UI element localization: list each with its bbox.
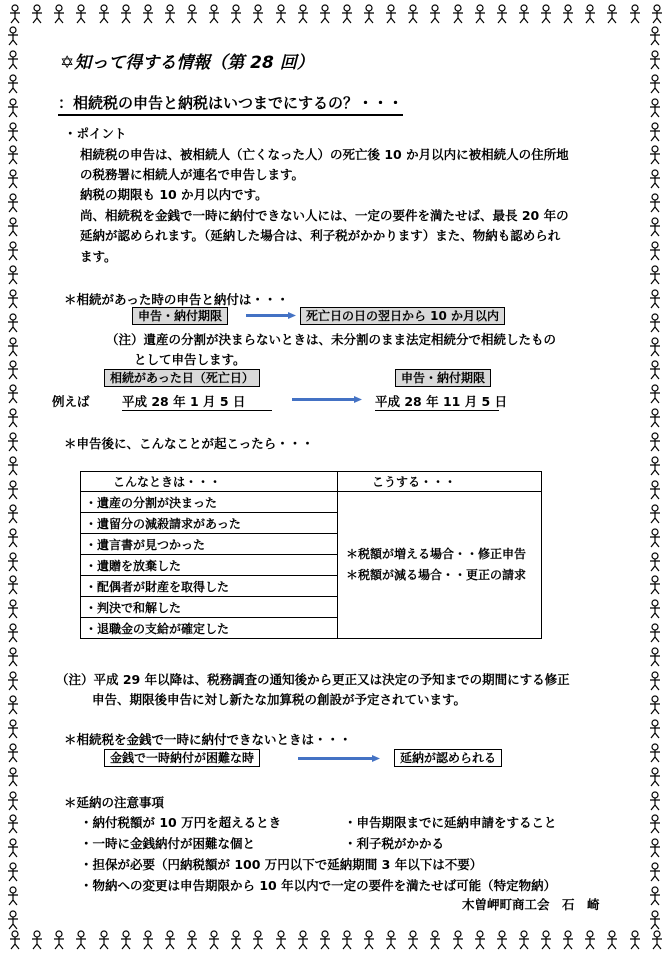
person-figure-icon <box>648 384 662 404</box>
person-figure-icon <box>30 4 44 24</box>
person-figure-icon <box>6 791 20 811</box>
page-subtitle: ：相続税の申告と納税はいつまでにするの？・・・ <box>58 92 403 116</box>
action-line: ＊税額が減る場合・・更正の請求 <box>346 568 527 582</box>
table-row: ・遺贈を放棄した <box>81 555 338 576</box>
point-line: の税務署に相続人が連名で申告します。 <box>80 167 305 182</box>
person-figure-icon <box>6 767 20 787</box>
deferral-condition: ・申告期限までに延納申請をすること <box>344 815 557 830</box>
inheritance-date-box: 相続があった日（死亡日） <box>104 369 260 387</box>
filing-deadline-box: 申告・納付期限 <box>132 307 228 325</box>
person-figure-icon <box>6 122 20 142</box>
person-figure-icon <box>648 122 662 142</box>
example-deadline-box: 申告・納付期限 <box>395 369 491 387</box>
person-figure-icon <box>648 432 662 452</box>
note2-line: 申告、期限後申告に対し新たな加算税の創設が予定されています。 <box>92 692 467 707</box>
person-figure-icon <box>473 4 487 24</box>
person-figure-icon <box>517 4 531 24</box>
person-figure-icon <box>561 930 575 950</box>
person-figure-icon <box>648 217 662 237</box>
section1-heading: ＊相続があった時の申告と納付は・・・ <box>64 292 289 307</box>
person-figure-icon <box>119 930 133 950</box>
decorative-border-bottom <box>8 930 664 952</box>
person-figure-icon <box>648 647 662 667</box>
right-arrow-icon <box>246 312 296 319</box>
person-figure-icon <box>97 930 111 950</box>
person-figure-icon <box>648 671 662 691</box>
person-figure-icon <box>229 4 243 24</box>
person-figure-icon <box>648 456 662 476</box>
person-figure-icon <box>648 814 662 834</box>
person-figure-icon <box>163 4 177 24</box>
person-figure-icon <box>648 719 662 739</box>
table-row: ・退職金の支給が確定した <box>81 618 338 639</box>
person-figure-icon <box>318 4 332 24</box>
person-figure-icon <box>8 4 22 24</box>
person-figure-icon <box>6 193 20 213</box>
person-figure-icon <box>648 743 662 763</box>
person-figure-icon <box>6 838 20 858</box>
person-figure-icon <box>8 930 22 950</box>
person-figure-icon <box>648 862 662 882</box>
person-figure-icon <box>6 552 20 572</box>
person-figure-icon <box>6 814 20 834</box>
person-figure-icon <box>251 930 265 950</box>
person-figure-icon <box>296 4 310 24</box>
example-label: 例えば <box>52 394 90 409</box>
person-figure-icon <box>6 26 20 46</box>
person-figure-icon <box>52 930 66 950</box>
person-figure-icon <box>6 313 20 333</box>
person-figure-icon <box>274 4 288 24</box>
person-figure-icon <box>648 241 662 261</box>
person-figure-icon <box>207 930 221 950</box>
person-figure-icon <box>6 50 20 70</box>
table-row: ・配偶者が財産を取得した <box>81 576 338 597</box>
person-figure-icon <box>340 4 354 24</box>
person-figure-icon <box>648 838 662 858</box>
table-row: ・遺言書が見つかった <box>81 534 338 555</box>
person-figure-icon <box>539 4 553 24</box>
note-line: として申告します。 <box>134 352 246 367</box>
person-figure-icon <box>648 145 662 165</box>
person-figure-icon <box>119 4 133 24</box>
person-figure-icon <box>583 930 597 950</box>
person-figure-icon <box>6 98 20 118</box>
person-figure-icon <box>6 74 20 94</box>
person-figure-icon <box>6 504 20 524</box>
person-figure-icon <box>6 456 20 476</box>
person-figure-icon <box>362 4 376 24</box>
person-figure-icon <box>6 289 20 309</box>
person-figure-icon <box>648 767 662 787</box>
person-figure-icon <box>428 930 442 950</box>
person-figure-icon <box>6 575 20 595</box>
section2-heading: ＊申告後に、こんなことが起こったら・・・ <box>64 436 314 451</box>
after-filing-table <box>80 471 542 639</box>
person-figure-icon <box>6 480 20 500</box>
person-figure-icon <box>251 4 265 24</box>
person-figure-icon <box>6 695 20 715</box>
person-figure-icon <box>6 528 20 548</box>
person-figure-icon <box>6 265 20 285</box>
person-figure-icon <box>6 599 20 619</box>
person-figure-icon <box>648 791 662 811</box>
person-figure-icon <box>648 408 662 428</box>
action-line: ＊税額が増える場合・・修正申告 <box>346 547 527 561</box>
deadline-period-box: 死亡日の日の翌日から 10 か月以内 <box>300 307 505 325</box>
person-figure-icon <box>384 4 398 24</box>
person-figure-icon <box>428 4 442 24</box>
person-figure-icon <box>6 169 20 189</box>
person-figure-icon <box>185 4 199 24</box>
person-figure-icon <box>6 623 20 643</box>
section4-heading: ＊延納の注意事項 <box>64 795 165 810</box>
person-figure-icon <box>6 408 20 428</box>
section3-heading: ＊相続税を金銭で一時に納付できないときは・・・ <box>64 732 352 747</box>
table-header-left: こんなときは・・・ <box>81 472 338 492</box>
person-figure-icon <box>6 719 20 739</box>
person-figure-icon <box>648 360 662 380</box>
deferral-condition: ・納付税額が 10 万円を超えるとき <box>80 815 282 830</box>
right-arrow-icon <box>298 755 380 762</box>
person-figure-icon <box>583 4 597 24</box>
person-figure-icon <box>648 552 662 572</box>
person-figure-icon <box>539 930 553 950</box>
person-figure-icon <box>648 910 662 930</box>
point-line: 尚、相続税を金銭で一時に納付できない人には、一定の要件を満たせば、最長 20 年の <box>80 208 569 223</box>
person-figure-icon <box>74 4 88 24</box>
person-figure-icon <box>406 930 420 950</box>
decorative-border-right <box>648 26 666 930</box>
deferral-condition: ・一時に金銭納付が困難な個と <box>80 836 256 851</box>
person-figure-icon <box>648 504 662 524</box>
person-figure-icon <box>648 313 662 333</box>
person-figure-icon <box>650 930 664 950</box>
person-figure-icon <box>648 50 662 70</box>
person-figure-icon <box>648 528 662 548</box>
person-figure-icon <box>6 647 20 667</box>
table-header-right: こうする・・・ <box>338 472 542 492</box>
person-figure-icon <box>406 4 420 24</box>
person-figure-icon <box>6 145 20 165</box>
deferral-allowed-box: 延納が認められる <box>394 749 502 767</box>
person-figure-icon <box>628 930 642 950</box>
point-line: 相続税の申告は、被相続人（亡くなった人）の死亡後 10 か月以内に被相続人の住所地 <box>80 147 569 162</box>
decorative-border-left <box>6 26 24 930</box>
person-figure-icon <box>495 930 509 950</box>
person-figure-icon <box>207 4 221 24</box>
person-figure-icon <box>628 4 642 24</box>
person-figure-icon <box>650 4 664 24</box>
person-figure-icon <box>296 930 310 950</box>
decorative-border-top <box>8 4 664 26</box>
person-figure-icon <box>6 886 20 906</box>
person-figure-icon <box>648 74 662 94</box>
person-figure-icon <box>648 695 662 715</box>
table-action-cell <box>338 492 542 639</box>
table-row: ・遺留分の減殺請求があった <box>81 513 338 534</box>
point-heading: ・ポイント <box>64 126 127 141</box>
person-figure-icon <box>605 4 619 24</box>
example-date-left: 平成 28 年 1 月 5 日 <box>122 392 272 411</box>
person-figure-icon <box>605 930 619 950</box>
person-figure-icon <box>517 930 531 950</box>
person-figure-icon <box>648 98 662 118</box>
point-line: 延納が認められます。（延納した場合は、利子税がかかります）また、物納も認められ <box>80 228 561 243</box>
person-figure-icon <box>362 930 376 950</box>
person-figure-icon <box>6 360 20 380</box>
person-figure-icon <box>163 930 177 950</box>
person-figure-icon <box>6 432 20 452</box>
person-figure-icon <box>6 910 20 930</box>
table-row: ・遺産の分割が決まった <box>81 492 338 513</box>
person-figure-icon <box>451 4 465 24</box>
point-line: 納税の期限も 10 か月以内です。 <box>80 187 268 202</box>
deferral-condition: ・物納への変更は申告期限から 10 年以内で一定の要件を満たせば可能（特定物納） <box>80 878 557 893</box>
deferral-condition: ・担保が必要（円納税額が 100 万円以下で延納期間 3 年以下は不要） <box>80 857 483 872</box>
person-figure-icon <box>561 4 575 24</box>
person-figure-icon <box>30 930 44 950</box>
person-figure-icon <box>340 930 354 950</box>
person-figure-icon <box>648 480 662 500</box>
person-figure-icon <box>648 169 662 189</box>
person-figure-icon <box>451 930 465 950</box>
person-figure-icon <box>6 671 20 691</box>
person-figure-icon <box>318 930 332 950</box>
deferral-condition: ・利子税がかかる <box>344 836 445 851</box>
person-figure-icon <box>229 930 243 950</box>
person-figure-icon <box>74 930 88 950</box>
person-figure-icon <box>648 886 662 906</box>
person-figure-icon <box>648 599 662 619</box>
person-figure-icon <box>648 265 662 285</box>
person-figure-icon <box>6 384 20 404</box>
right-arrow-icon <box>292 396 362 403</box>
person-figure-icon <box>384 930 398 950</box>
person-figure-icon <box>495 4 509 24</box>
table-row: ・判決で和解した <box>81 597 338 618</box>
example-date-right: 平成 28 年 11 月 5 日 <box>375 394 508 409</box>
person-figure-icon <box>52 4 66 24</box>
note-line: （注）遺産の分割が決まらないときは、未分割のまま法定相続分で相続したもの <box>106 332 557 347</box>
person-figure-icon <box>6 743 20 763</box>
note2-line: （注）平成 29 年以降は、税務調査の通知後から更正又は決定の予知までの期間にする修正 <box>56 672 570 687</box>
person-figure-icon <box>141 930 155 950</box>
person-figure-icon <box>6 241 20 261</box>
footer-author: 木曽岬町商工会 石 崎 <box>462 897 600 912</box>
person-figure-icon <box>473 930 487 950</box>
person-figure-icon <box>648 575 662 595</box>
person-figure-icon <box>648 337 662 357</box>
payment-difficulty-box: 金銭で一時納付が困難な時 <box>104 749 260 767</box>
person-figure-icon <box>648 26 662 46</box>
person-figure-icon <box>648 623 662 643</box>
person-figure-icon <box>97 4 111 24</box>
page-title: ✡知って得する情報（第 28 回） <box>60 53 314 73</box>
person-figure-icon <box>648 193 662 213</box>
person-figure-icon <box>274 930 288 950</box>
person-figure-icon <box>185 930 199 950</box>
person-figure-icon <box>6 337 20 357</box>
person-figure-icon <box>141 4 155 24</box>
person-figure-icon <box>6 862 20 882</box>
point-line: ます。 <box>80 249 117 264</box>
person-figure-icon <box>648 289 662 309</box>
person-figure-icon <box>6 217 20 237</box>
